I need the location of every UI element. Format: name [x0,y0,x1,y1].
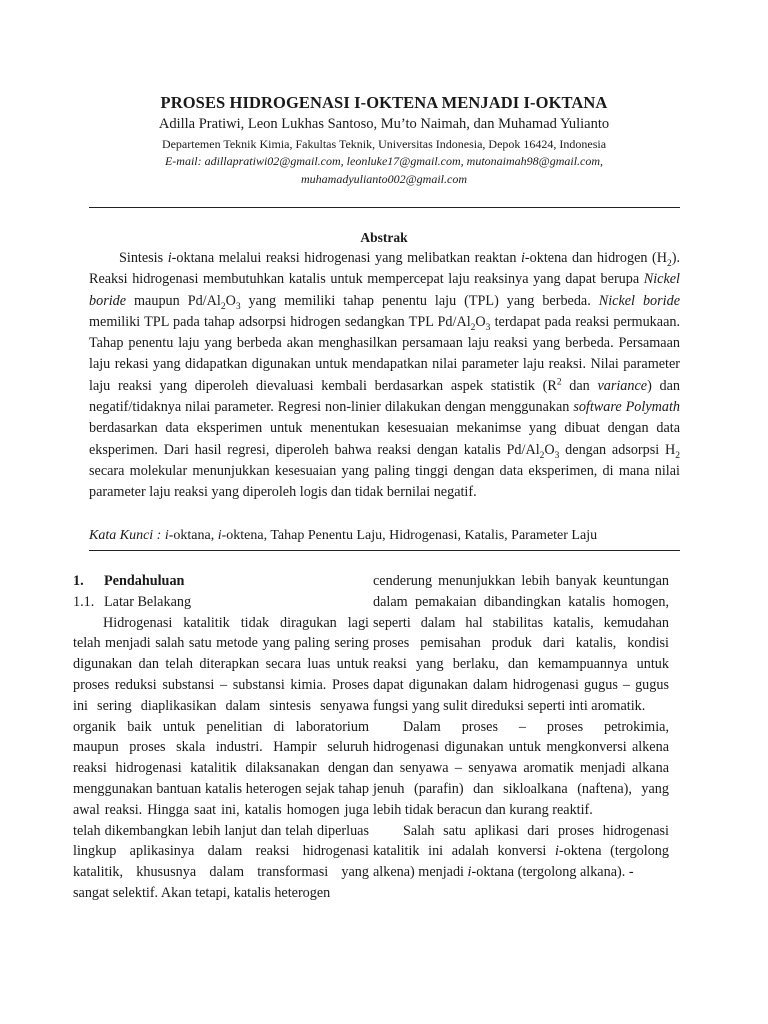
italic-i-dash: - [628,864,634,881]
italic-i: i [555,843,559,860]
top-divider [89,207,680,208]
abstract-text: ). Reaksi hidrogenasi membutuhkan katalis untuk mempercepat laju reaksinya yang dapat berupa [89,250,681,288]
abstract-text: Sintesis [119,250,168,266]
keywords-label: Kata Kunci : [89,528,162,543]
author-list: Adilla Pratiwi, Leon Lukhas Santoso, Mu’to Naimah, dan Muhamad Yulianto [158,116,610,132]
superscript: 2 [556,377,562,388]
abstract-text: O [225,292,236,309]
section-heading [73,571,369,592]
keywords-line [89,528,680,544]
abstract-text: O [475,313,486,330]
abstract-text: yang memiliki tahap penentu laju (TPL) yang berbeda. [240,292,599,309]
italic-term: Nickel boride [598,292,681,309]
abstract-text: maupun Pd/Al [126,292,221,309]
subscript: 2 [675,450,680,461]
subsection-number: 1.1. [73,593,95,610]
subscript: 2 [666,258,672,269]
abstract-text: -oktena dan hidrogen (H [524,250,667,266]
subsection-heading [73,592,369,613]
italic-i: i [167,250,172,266]
abstract-text: dengan adsorpsi H [559,441,676,458]
abstract-text: dan [561,377,598,394]
abstract-text: berdasarkan data eksperimen untuk menentukan kesesuaian mekanimse yang dibuat dengan data eksperimen. Dari hasil regresi, diperoleh bahwa reaksi dengan katalis Pd/Al [89,420,680,458]
section-number: 1. [73,573,84,589]
section-title: Pendahuluan [104,573,185,589]
subscript: 2 [539,450,545,461]
subsection-title: Latar Belakang [104,593,192,610]
italic-i: i [217,528,222,543]
body-text: -oktena (tergolong alkena) menjadi [373,843,669,881]
body-paragraph: Dalam proses – proses petrokimia, hidrogenasi digunakan untuk mengkonversi alkena dan senyawa – senyawa aromatik menjadi alkana jenuh (parafin) dan sikloalkana (naftena), yang lebih tidak beracun dan kurang reaktif. [373,718,669,818]
italic-term: Nickel boride [89,271,680,309]
subscript: 3 [485,322,491,333]
subscript: 2 [220,301,226,312]
abstract-text: ) dan negatif/tidaknya nilai parameter. Regresi non-linier dilakukan dengan menggunakan [89,377,680,416]
abstract-paragraph [89,248,680,504]
abstract-text: memiliki TPL pada tahap adsorpsi hidrogen sedangkan TPL Pd/Al [89,313,471,330]
subscript: 3 [554,450,560,461]
abstract-text: secara molekular menunjukkan kesesuaian yang paling tinggi dengan data eksperimen, di mana nilai parameter laju reaksi yang diperoleh logis dan tidak bernilai negatif. [89,462,680,501]
affiliation: Departemen Teknik Kimia, Fakultas Teknik, Universitas Indonesia, Depok 16424, Indonesia [161,137,607,151]
body-text: -oktana (tergolong alkana). [471,864,629,881]
abstract-body [89,248,680,504]
body-paragraph [373,821,669,883]
email-line-1: E-mail: adillapratiwi02@gmail.com, leonluke17@gmail.com, mutonaimah98@gmail.com, [164,154,604,168]
body-text: Salah satu aplikasi dari proses hidrogenasi katalitik ini adalah konversi [373,822,669,860]
body-paragraph: cenderung menunjukkan lebih banyak keuntungan dalam pemakaian dibandingkan katalis homogen, seperti dalam hal stabilitas katalis, kemudahan proses pemisahan produk dari katalis, kondisi reaksi yang berlaku, dan kemampuannya untuk dapat digunakan dalam hidrogenasi gugus – gugus fungsi yang sulit direduksi seperti inti aromatik. [373,573,669,714]
italic-term: variance [597,377,648,394]
abstract-text: O [544,441,555,458]
italic-i: i [520,250,525,266]
right-column [373,571,669,883]
keyword-text: -oktena, Tahap Penentu Laju, Hidrogenasi, Katalis, Parameter Laju [221,528,598,543]
keywords-divider [89,550,680,551]
italic-i: i [467,864,472,881]
keyword-text: -oktana, [168,528,218,543]
italic-i: i [164,528,169,543]
abstract-text: -oktana melalui reaksi hidrogenasi yang melibatkan reaktan [171,250,521,266]
email-line-2: muhamadyulianto002@gmail.com [300,172,468,186]
subscript: 3 [235,301,241,312]
left-column [73,571,369,904]
abstract-text: terdapat pada reaksi permukaan. Tahap penentu laju yang berbeda akan menghasilkan persamaan laju reaksi yang berbeda. Persamaan laju rekasi yang didapatkan digunakan untuk mendapatkan nilai parameter laju reaksi. Nilai parameter laju reaksi yang diperoleh dievaluasi kembali berdasarkan aspek statistik (R [89,313,681,394]
body-paragraph: Hidrogenasi katalitik tidak diragukan lagi telah menjadi salah satu metode yang paling sering digunakan dan telah diterapkan secara luas untuk proses reduksi substansi – substansi kimia. Proses ini sering diaplikasikan dalam sintesis senyawa organik baik untuk penelitian di laboratorium maupun proses skala industri. Hampir seluruh reaksi hidrogenasi katalitik dilaksanakan dengan menggunakan bantuan katalis heterogen sejak tahap awal reaksi. Hingga saat ini, katalis homogen juga telah dikembangkan lebih lanjut dan telah diperluas lingkup aplikasinya dalam reaksi hidrogenasi katalitik, khususnya dalam transformasi yang sangat selektif. Akan tetapi, katalis heterogen [73,614,369,901]
paper-title: PROSES HIDROGENASI I-OKTENA MENJADI I-OKTANA [160,93,608,112]
subscript: 2 [470,322,476,333]
italic-term: software Polymath [573,399,680,416]
abstract-heading: Abstrak [360,230,408,245]
